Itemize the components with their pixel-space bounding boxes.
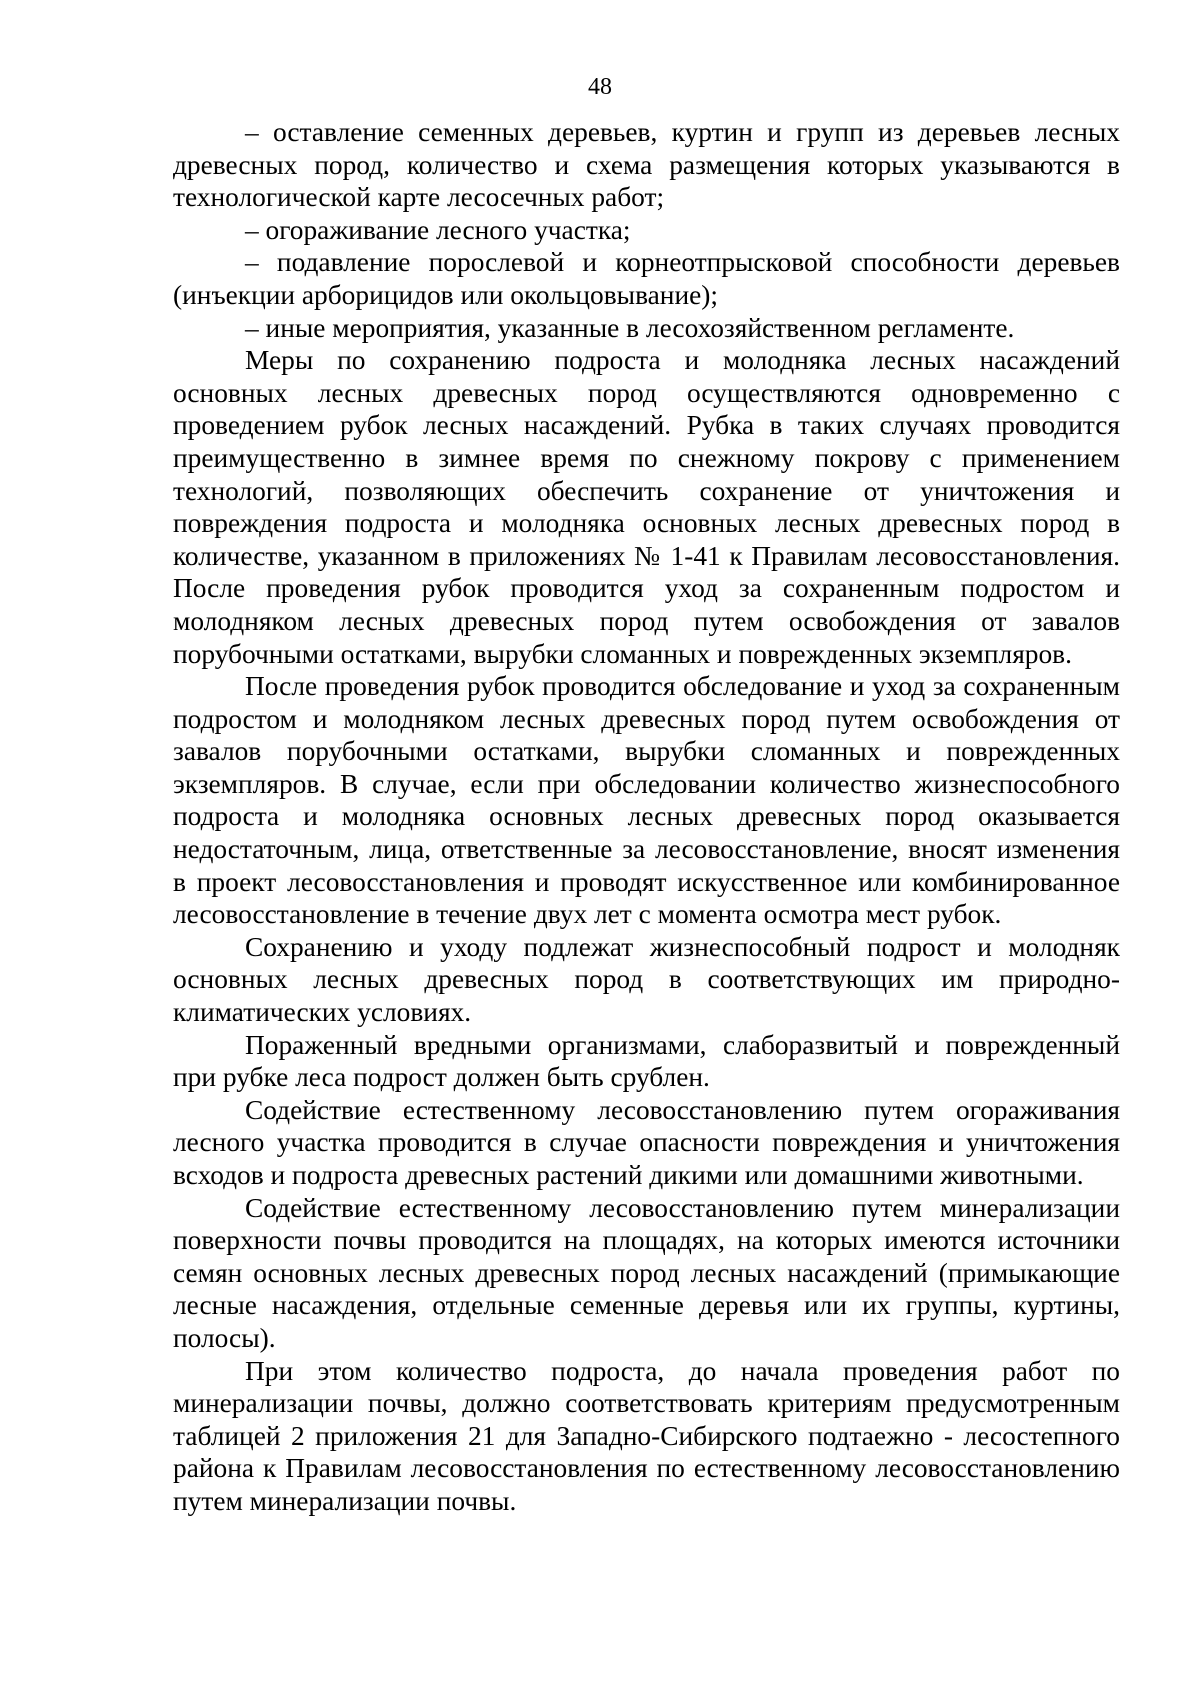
paragraph-list-item-seed-trees: – оставление семенных деревьев, куртин и групп из деревьев лесных древесных пород, количество и схема размещения которых указываются в технологической карте лесосечных работ; [173, 117, 1120, 213]
paragraph-damaged-undergrowth: Пораженный вредными организмами, слаборазвитый и поврежденный при рубке леса подрост должен быть срублен. [173, 1029, 1120, 1093]
paragraph-care-subject: Сохранению и уходу подлежат жизнеспособный подрост и молодняк основных лесных древесных пород в соответствующих им природно-климатических условиях. [173, 931, 1120, 1028]
paragraph-preservation-measures: Меры по сохранению подроста и молодняка лесных насаждений основных лесных древесных пород осуществляются одновременно с проведением рубок лесных насаждений. Рубка в таких случаях проводится преимущественно в зимнее время по снежному покрову с применением технологий, позволяющих обеспечить сохранение от уничтожения и повреждения подроста и молодняка основных лесных древесных пород в количестве, указанном в приложениях № 1-41 к Правилам лесовосстановления. После проведения рубок проводится уход за сохраненным подростом и молодняком лесных древесных пород путем освобождения от завалов порубочными остатками, вырубки сломанных и поврежденных экземпляров. [173, 345, 1120, 669]
paragraph-soil-mineralization: Содействие естественному лесовосстановлению путем минерализации поверхности почвы проводится на площадях, на которых имеются источники семян основных лесных древесных пород лесных насаждений (примыкающие лесные насаждения, отдельные семенные деревья или их группы, куртины, полосы). [173, 1192, 1120, 1353]
paragraph-post-felling-survey: После проведения рубок проводится обследование и уход за сохраненным подростом и молодняком лесных древесных пород путем освобождения от завалов порубочными остатками, вырубки сломанных и поврежденных экземпляров. В случае, если при обследовании количество жизнеспособного подроста и молодняка основных лесных древесных пород оказывается недостаточным, лица, ответственные за лесовосстановление, вносят изменения в проект лесовосстановления и проводят искусственное или комбинированное лесовосстановление в течение двух лет с момента осмотра мест рубок. [173, 671, 1120, 930]
paragraph-list-item-fencing: – огораживание лесного участка; [245, 214, 631, 245]
page-number: 48 [588, 74, 612, 100]
document-body [173, 116, 1120, 1518]
paragraph-list-item-suppression: – подавление порослевой и корнеотпрысковой способности деревьев (инъекции арборицидов или окольцовывание); [173, 247, 1120, 310]
paragraph-list-item-other-measures: – иные мероприятия, указанные в лесохозяйственном регламенте. [245, 312, 1015, 343]
paragraph-undergrowth-criteria: При этом количество подроста, до начала проведения работ по минерализации почвы, должно соответствовать критериям предусмотренным таблицей 2 приложения 21 для Западно-Сибирского подтаежно - лесостепного района к Правилам лесовосстановления по естественному лесовосстановлению путем минерализации почвы. [173, 1355, 1120, 1516]
paragraph-fencing-assistance: Содействие естественному лесовосстановлению путем огораживания лесного участка проводится в случае опасности повреждения и уничтожения всходов и подроста древесных растений дикими или домашними животными. [173, 1094, 1120, 1190]
